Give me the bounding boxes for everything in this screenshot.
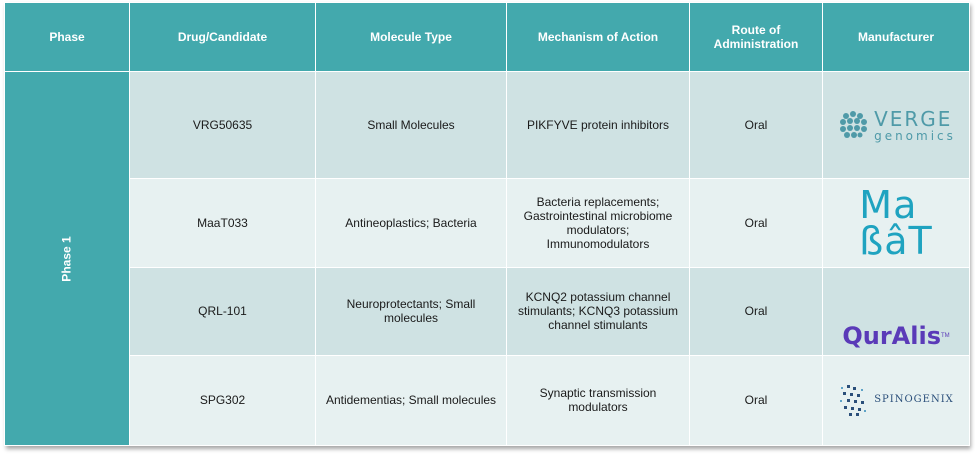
verge-wordmark: VERGE (874, 106, 953, 131)
phase-label: Phase 1 (60, 235, 74, 282)
drug-cell: VRG50635 (130, 72, 316, 179)
manufacturer-cell (823, 179, 970, 267)
header-drug: Drug/Candidate (130, 3, 316, 72)
route-cell: Oral (690, 355, 823, 445)
table-row (5, 179, 970, 267)
maat-logo (823, 182, 969, 263)
header-manufacturer: Manufacturer (823, 3, 970, 72)
phase-group-cell (5, 72, 130, 446)
quralis-wordmark: QurAlis (842, 321, 941, 350)
pipeline-table (4, 2, 970, 446)
trademark-mark: TM (940, 332, 950, 339)
molecule-cell: Neuroprotectants; Small molecules (316, 267, 507, 355)
molecule-cell: Antineoplastics; Bacteria (316, 179, 507, 267)
mechanism-cell: PIKFYVE protein inhibitors (507, 72, 690, 179)
table-row (5, 267, 970, 355)
drug-cell: QRL-101 (130, 267, 316, 355)
maat-wordmark-bottom: ßâT (859, 218, 933, 263)
molecule-cell: Small Molecules (316, 72, 507, 179)
mechanism-cell: KCNQ2 potassium channel stimulants; KCNQ3 potassium channel stimulants (507, 267, 690, 355)
spinogenix-wordmark: SPINOGENIX (874, 394, 954, 406)
verge-subtitle: genomics (874, 128, 956, 143)
table-row (5, 72, 970, 179)
pipeline-table-frame (4, 2, 969, 446)
route-cell: Oral (690, 179, 823, 267)
route-cell: Oral (690, 72, 823, 179)
mechanism-cell: Bacteria replacements; Gastrointestinal microbiome modulators; Immunomodulators (507, 179, 690, 267)
route-cell: Oral (690, 267, 823, 355)
mechanism-cell: Synaptic transmission modulators (507, 355, 690, 445)
maat-wordmark-top: Ma (859, 182, 918, 227)
quralis-logo (823, 268, 969, 355)
header-mechanism: Mechanism of Action (507, 3, 690, 72)
manufacturer-cell (823, 72, 970, 179)
drug-cell: SPG302 (130, 355, 316, 445)
manufacturer-cell (823, 267, 970, 355)
molecule-icon (838, 383, 868, 417)
header-route: Route of Administration (690, 3, 823, 72)
table-row (5, 355, 970, 445)
molecule-cell: Antidementias; Small molecules (316, 355, 507, 445)
verge-genomics-logo (823, 108, 969, 142)
brain-icon (836, 108, 870, 142)
manufacturer-cell (823, 355, 970, 445)
drug-cell: MaaT033 (130, 179, 316, 267)
header-phase: Phase (5, 3, 130, 72)
spinogenix-logo (823, 383, 969, 417)
header-row (5, 3, 970, 72)
header-molecule-type: Molecule Type (316, 3, 507, 72)
